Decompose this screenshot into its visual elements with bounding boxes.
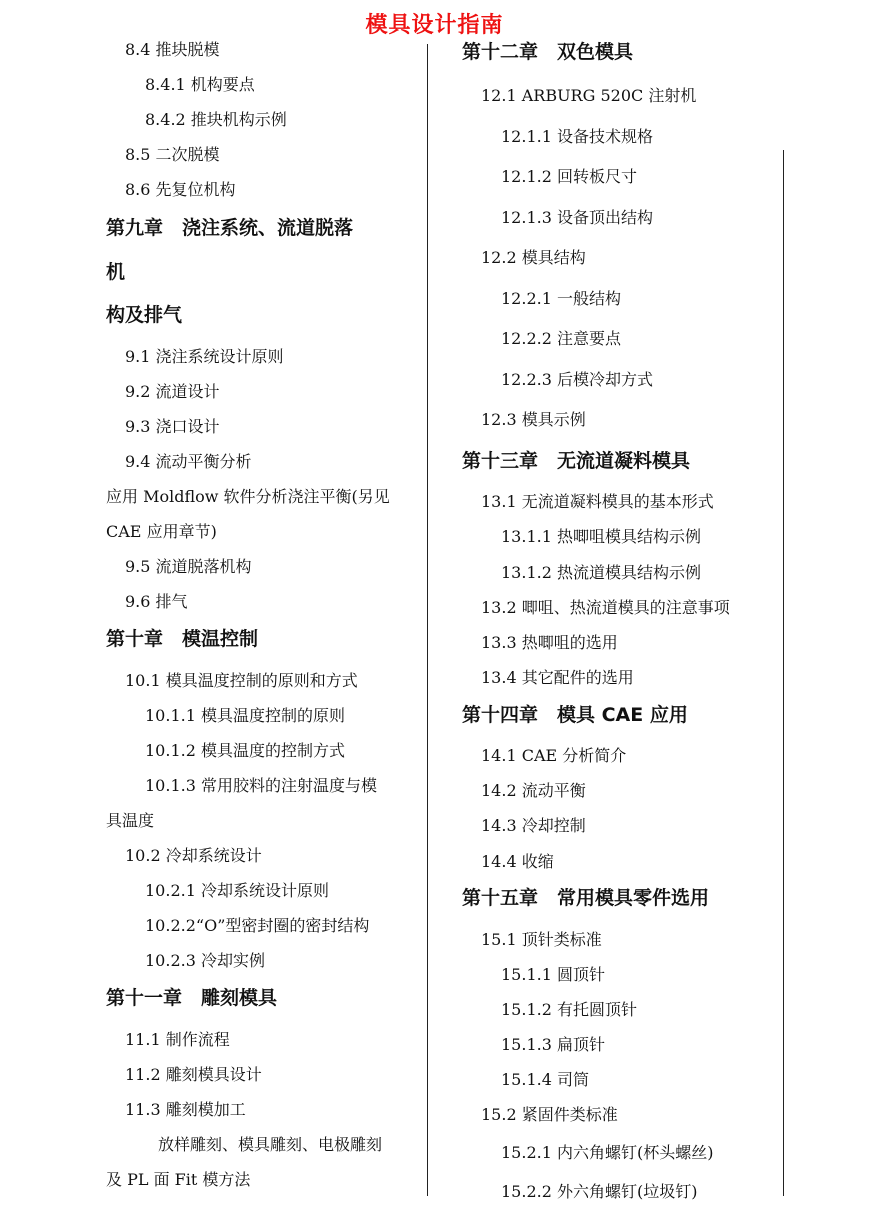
toc-entry: 15.2.2 外六角螺钉(垃圾钉) — [501, 1182, 698, 1201]
toc-entry: 应用 Moldflow 软件分析浇注平衡(另见 — [106, 487, 390, 506]
toc-entry: 15.1.2 有托圆顶针 — [501, 1000, 637, 1019]
toc-entry: 13.3 热唧咀的选用 — [481, 633, 618, 652]
toc-entry: 12.1.1 设备技术规格 — [501, 127, 653, 146]
toc-entry: 10.2.1 冷却系统设计原则 — [145, 881, 329, 900]
toc-entry: 15.1.4 司筒 — [501, 1070, 589, 1089]
toc-entry: 9.5 流道脱落机构 — [125, 557, 252, 576]
toc-entry: 及 PL 面 Fit 模方法 — [106, 1170, 251, 1189]
toc-entry: 12.3 模具示例 — [481, 410, 586, 429]
toc-chapter-heading: 构及排气 — [106, 304, 183, 326]
toc-entry: 10.2.2“O”型密封圈的密封结构 — [145, 916, 370, 935]
toc-entry: 9.2 流道设计 — [125, 382, 220, 401]
toc-entry: 14.1 CAE 分析简介 — [481, 746, 627, 765]
toc-entry: 12.2.1 一般结构 — [501, 289, 621, 308]
toc-chapter-heading: 第十二章 双色模具 — [462, 41, 634, 63]
toc-entry: 9.6 排气 — [125, 592, 188, 611]
toc-chapter-heading: 第十章 模温控制 — [106, 628, 259, 650]
toc-entry: 10.2 冷却系统设计 — [125, 846, 262, 865]
toc-entry: 10.2.3 冷却实例 — [145, 951, 265, 970]
toc-entry: 12.2.2 注意要点 — [501, 329, 621, 348]
toc-entry: 13.1.1 热唧咀模具结构示例 — [501, 527, 701, 546]
toc-entry: CAE 应用章节) — [106, 522, 217, 541]
toc-entry: 10.1.3 常用胶料的注射温度与模 — [145, 776, 377, 795]
toc-entry: 14.4 收缩 — [481, 852, 554, 871]
toc-entry: 13.1 无流道凝料模具的基本形式 — [481, 492, 714, 511]
toc-entry: 13.2 唧咀、热流道模具的注意事项 — [481, 598, 730, 617]
column-divider — [427, 44, 428, 1196]
toc-entry: 9.1 浇注系统设计原则 — [125, 347, 284, 366]
toc-chapter-heading: 第十三章 无流道凝料模具 — [462, 450, 691, 472]
toc-entry: 8.4 推块脱模 — [125, 40, 220, 59]
toc-entry: 10.1.2 模具温度的控制方式 — [145, 741, 345, 760]
toc-entry: 8.4.1 机构要点 — [145, 75, 255, 94]
toc-entry: 8.5 二次脱模 — [125, 145, 220, 164]
toc-entry: 13.4 其它配件的选用 — [481, 668, 634, 687]
toc-entry: 12.2.3 后模冷却方式 — [501, 370, 653, 389]
toc-entry: 15.2 紧固件类标准 — [481, 1105, 618, 1124]
toc-entry: 13.1.2 热流道模具结构示例 — [501, 563, 701, 582]
toc-entry: 11.2 雕刻模具设计 — [125, 1065, 262, 1084]
toc-entry: 9.3 浇口设计 — [125, 417, 220, 436]
toc-chapter-heading: 机 — [106, 261, 126, 283]
toc-chapter-heading: 第十四章 模具 CAE 应用 — [462, 704, 688, 726]
right-margin-rule — [783, 150, 784, 1196]
document-title: 模具设计指南 — [365, 13, 504, 38]
toc-entry: 14.2 流动平衡 — [481, 781, 586, 800]
toc-entry: 14.3 冷却控制 — [481, 816, 586, 835]
toc-entry: 15.1 顶针类标准 — [481, 930, 602, 949]
toc-entry: 12.1 ARBURG 520C 注射机 — [481, 86, 697, 105]
toc-entry: 具温度 — [106, 811, 155, 830]
toc-entry: 10.1 模具温度控制的原则和方式 — [125, 671, 358, 690]
toc-entry: 放样雕刻、模具雕刻、电极雕刻 — [158, 1135, 383, 1154]
toc-entry: 12.1.3 设备顶出结构 — [501, 208, 653, 227]
toc-entry: 11.3 雕刻模加工 — [125, 1100, 246, 1119]
toc-entry: 8.6 先复位机构 — [125, 180, 236, 199]
toc-entry: 15.1.3 扁顶针 — [501, 1035, 605, 1054]
toc-entry: 9.4 流动平衡分析 — [125, 452, 252, 471]
toc-chapter-heading: 第十五章 常用模具零件选用 — [462, 887, 710, 909]
toc-entry: 11.1 制作流程 — [125, 1030, 230, 1049]
toc-chapter-heading: 第九章 浇注系统、流道脱落 — [106, 217, 354, 239]
toc-entry: 10.1.1 模具温度控制的原则 — [145, 706, 345, 725]
toc-entry: 15.2.1 内六角螺钉(杯头螺丝) — [501, 1143, 714, 1162]
toc-entry: 12.2 模具结构 — [481, 248, 586, 267]
toc-entry: 8.4.2 推块机构示例 — [145, 110, 287, 129]
toc-entry: 12.1.2 回转板尺寸 — [501, 167, 637, 186]
toc-entry: 15.1.1 圆顶针 — [501, 965, 605, 984]
toc-chapter-heading: 第十一章 雕刻模具 — [106, 987, 278, 1009]
